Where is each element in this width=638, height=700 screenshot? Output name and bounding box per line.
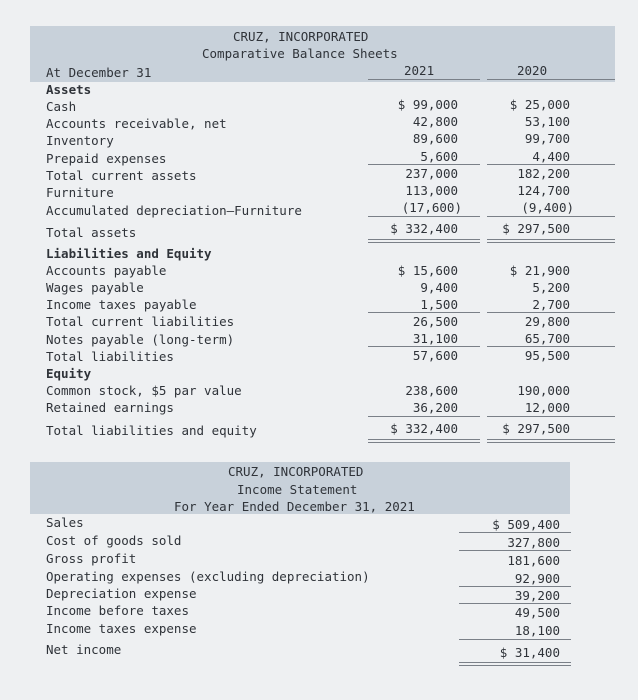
is-period: For Year Ended December 31, 2021 bbox=[174, 499, 415, 514]
total-assets-rule-2020 bbox=[487, 216, 615, 217]
liability-value-2020: 65,700 bbox=[524, 331, 570, 346]
total-assets-double-rule-2020 bbox=[487, 239, 615, 243]
asset-value-2021: 5,600 bbox=[420, 149, 458, 164]
is-value: $ 509,400 bbox=[492, 517, 560, 532]
liability-label: Wages payable bbox=[46, 280, 144, 295]
asset-value-2021: $ 332,400 bbox=[390, 221, 458, 236]
asset-value-2020: 4,400 bbox=[532, 149, 570, 164]
equity-value-2020: 12,000 bbox=[524, 400, 570, 415]
is-label: Operating expenses (excluding depreciation) bbox=[46, 569, 370, 584]
asset-label: Total current assets bbox=[46, 168, 197, 183]
liability-value-2020: 95,500 bbox=[524, 348, 570, 363]
liability-value-2021: 9,400 bbox=[420, 280, 458, 295]
equity-label: Total liabilities and equity bbox=[46, 423, 257, 438]
header-divider-2021 bbox=[368, 79, 480, 80]
asset-label: Total assets bbox=[46, 225, 137, 240]
asset-value-2020: 182,200 bbox=[517, 166, 570, 181]
asset-value-2020: $ 25,000 bbox=[509, 97, 570, 112]
equity-label: Common stock, $5 par value bbox=[46, 383, 242, 398]
total-assets-double-rule-2021 bbox=[368, 239, 480, 243]
asset-value-2021: 113,000 bbox=[405, 183, 458, 198]
asset-label: Inventory bbox=[46, 133, 114, 148]
asset-value-2020: 99,700 bbox=[524, 131, 570, 146]
asset-value-2020: $ 297,500 bbox=[502, 221, 570, 236]
asset-value-2020: (9,400) bbox=[521, 200, 574, 215]
liability-value-2021: 31,100 bbox=[412, 331, 458, 346]
asset-label: Accumulated depreciation—Furniture bbox=[46, 203, 302, 218]
total-liab-equity-double-rule-2020 bbox=[487, 439, 615, 443]
is-label: Sales bbox=[46, 515, 84, 530]
asset-value-2020: 53,100 bbox=[524, 114, 570, 129]
asset-label: Furniture bbox=[46, 185, 114, 200]
is-rule bbox=[459, 550, 571, 551]
is-value: 49,500 bbox=[514, 605, 560, 620]
bs-company-name: CRUZ, INCORPORATED bbox=[233, 29, 369, 44]
equity-value-2020: $ 297,500 bbox=[502, 421, 570, 436]
is-value: 39,200 bbox=[514, 588, 560, 603]
asset-label: Prepaid expenses bbox=[46, 151, 167, 166]
total-assets-rule-2021 bbox=[368, 216, 480, 217]
equity-value-2020: 190,000 bbox=[517, 383, 570, 398]
equity-label: Retained earnings bbox=[46, 400, 174, 415]
asset-value-2021: 89,600 bbox=[412, 131, 458, 146]
liability-label: Notes payable (long-term) bbox=[46, 332, 235, 347]
is-label: Depreciation expense bbox=[46, 586, 197, 601]
liability-value-2020: 2,700 bbox=[532, 297, 570, 312]
is-title: Income Statement bbox=[237, 482, 358, 497]
is-value: 18,100 bbox=[514, 623, 560, 638]
is-value: 327,800 bbox=[507, 535, 560, 550]
bs-col-2021: 2021 bbox=[404, 63, 435, 78]
liability-label: Income taxes payable bbox=[46, 297, 197, 312]
asset-value-2020: 124,700 bbox=[517, 183, 570, 198]
asset-label: Accounts receivable, net bbox=[46, 116, 227, 131]
equity-value-2021: 36,200 bbox=[412, 400, 458, 415]
bs-title: Comparative Balance Sheets bbox=[202, 46, 398, 61]
liability-label: Total liabilities bbox=[46, 349, 174, 364]
is-label: Income before taxes bbox=[46, 603, 189, 618]
bs-as-of-label: At December 31 bbox=[46, 65, 152, 80]
equity-value-2021: $ 332,400 bbox=[390, 421, 458, 436]
liability-value-2021: $ 15,600 bbox=[397, 263, 458, 278]
liability-value-2021: 1,500 bbox=[420, 297, 458, 312]
is-company-name: CRUZ, INCORPORATED bbox=[228, 464, 364, 479]
is-label: Cost of goods sold bbox=[46, 533, 182, 548]
header-divider-2020 bbox=[487, 79, 615, 80]
equity-heading: Equity bbox=[46, 366, 92, 381]
net-income-double-rule bbox=[459, 662, 571, 666]
asset-value-2021: $ 99,000 bbox=[397, 97, 458, 112]
asset-value-2021: 237,000 bbox=[405, 166, 458, 181]
assets-heading: Assets bbox=[46, 82, 92, 97]
liabilities-heading: Liabilities and Equity bbox=[46, 246, 212, 261]
equity-value-2021: 238,600 bbox=[405, 383, 458, 398]
is-value: 92,900 bbox=[514, 571, 560, 586]
liability-label: Total current liabilities bbox=[46, 314, 235, 329]
total-equity-rule-2020 bbox=[487, 416, 615, 417]
bs-col-2020: 2020 bbox=[517, 63, 548, 78]
asset-value-2021: 42,800 bbox=[412, 114, 458, 129]
is-rule bbox=[459, 532, 571, 533]
liability-label: Accounts payable bbox=[46, 263, 167, 278]
is-value: 181,600 bbox=[507, 553, 560, 568]
total-equity-rule-2021 bbox=[368, 416, 480, 417]
is-label: Net income bbox=[46, 642, 122, 657]
is-label: Gross profit bbox=[46, 551, 137, 566]
liability-value-2020: 29,800 bbox=[524, 314, 570, 329]
liability-value-2020: $ 21,900 bbox=[509, 263, 570, 278]
is-rule bbox=[459, 639, 571, 640]
asset-label: Cash bbox=[46, 99, 77, 114]
liability-value-2021: 26,500 bbox=[412, 314, 458, 329]
total-liab-equity-double-rule-2021 bbox=[368, 439, 480, 443]
liability-value-2020: 5,200 bbox=[532, 280, 570, 295]
liability-value-2021: 57,600 bbox=[412, 348, 458, 363]
asset-value-2021: (17,600) bbox=[401, 200, 462, 215]
is-label: Income taxes expense bbox=[46, 621, 197, 636]
is-value: $ 31,400 bbox=[499, 645, 560, 660]
